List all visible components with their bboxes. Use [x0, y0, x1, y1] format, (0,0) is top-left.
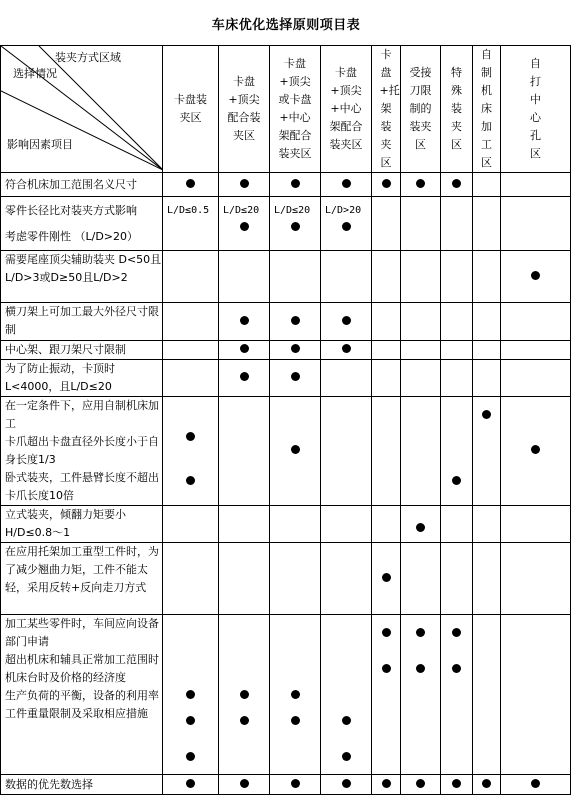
dot-mark: [291, 222, 300, 231]
table-title: 车床优化选择原则项目表: [211, 18, 361, 33]
factor-cell: 在应用托架加工重型工件时，为了减少翘曲力矩，工件不能太轻，采用反转+反向走刀方式: [1, 543, 163, 615]
mark-cell: [501, 197, 571, 251]
mark-cell: [401, 775, 441, 795]
mark-cell: [473, 173, 501, 197]
dot-mark: [291, 716, 300, 725]
dot-mark: [382, 664, 391, 673]
table-row: [1, 303, 571, 341]
mark-cell: [401, 197, 441, 251]
mark-cell: [270, 341, 321, 360]
mark-cell: [401, 360, 441, 397]
header-row: [1, 46, 571, 173]
mark-cell: [321, 506, 372, 543]
col-header-chuck-center: 卡盘+顶尖配合装夹区: [219, 46, 270, 173]
mark-cell: [372, 397, 401, 506]
dot-mark: [291, 690, 300, 699]
dot-mark: [291, 179, 300, 188]
mark-cell: [163, 360, 219, 397]
mark-cell: [473, 360, 501, 397]
dot-mark: [186, 752, 195, 761]
dot-mark: [531, 779, 540, 788]
factor-cell: 在一定条件下，应用自制机床加工 卡爪超出卡盘直径外长度小于自身长度1/3 卧式装夹，工件悬臂长度不超出卡爪长度10倍: [1, 397, 163, 506]
dot-mark: [342, 179, 351, 188]
mark-cell: [270, 251, 321, 303]
mark-cell: [321, 615, 372, 775]
table-row: [1, 173, 571, 197]
mark-cell: [270, 506, 321, 543]
factor-cell: 零件长径比对装夹方式影响 考虑零件刚性 （L/D>20）: [1, 197, 163, 251]
table-row: [1, 251, 571, 303]
mark-cell: [441, 251, 473, 303]
dot-mark: [186, 432, 195, 441]
dot-mark: [416, 628, 425, 637]
corner-label-bottom: 影响因素项目: [7, 138, 73, 151]
mark-cell: [401, 303, 441, 341]
mark-cell: [163, 173, 219, 197]
mark-cell: [321, 775, 372, 795]
ld-cell: L/D>20: [321, 197, 372, 251]
dot-mark: [240, 716, 249, 725]
dot-mark: [382, 779, 391, 788]
mark-cell: [441, 775, 473, 795]
mark-cell: [401, 341, 441, 360]
mark-cell: [321, 397, 372, 506]
mark-cell: [219, 543, 270, 615]
col-header-chuck-bracket: 卡盘+托架装夹区: [372, 46, 401, 173]
dot-mark: [186, 179, 195, 188]
mark-cell: [219, 775, 270, 795]
mark-cell: [441, 397, 473, 506]
mark-cell: [473, 543, 501, 615]
mark-cell: [372, 775, 401, 795]
mark-cell: [270, 397, 321, 506]
dot-mark: [291, 344, 300, 353]
factor-cell: 符合机床加工范围名义尺寸: [1, 173, 163, 197]
mark-cell: [401, 543, 441, 615]
table-row: [1, 360, 571, 397]
dot-mark: [342, 779, 351, 788]
dot-mark: [452, 664, 461, 673]
mark-cell: [401, 173, 441, 197]
dot-mark: [382, 179, 391, 188]
mark-cell: [372, 197, 401, 251]
ld-cell: L/D≤20: [270, 197, 321, 251]
mark-cell: [501, 173, 571, 197]
corner-label-middle: 选择情况: [13, 67, 57, 80]
dot-mark: [291, 316, 300, 325]
mark-cell: [473, 615, 501, 775]
mark-cell: [501, 303, 571, 341]
col-header-center-hole: 自打中心孔区: [501, 46, 571, 173]
dot-mark: [531, 445, 540, 454]
dot-mark: [186, 779, 195, 788]
selection-table: [0, 45, 571, 795]
mark-cell: [441, 615, 473, 775]
mark-cell: [372, 173, 401, 197]
mark-cell: [163, 775, 219, 795]
mark-cell: [501, 341, 571, 360]
dot-mark: [240, 344, 249, 353]
dot-mark: [452, 476, 461, 485]
table-row: [1, 615, 571, 775]
col-header-self-made: 自制机床加工区: [473, 46, 501, 173]
mark-cell: [163, 397, 219, 506]
mark-cell: [401, 615, 441, 775]
dot-mark: [240, 372, 249, 381]
mark-cell: [501, 360, 571, 397]
mark-cell: [473, 303, 501, 341]
mark-cell: [372, 506, 401, 543]
mark-cell: [219, 506, 270, 543]
mark-cell: [473, 506, 501, 543]
diagonal-lines: [1, 46, 163, 170]
dot-mark: [416, 179, 425, 188]
mark-cell: [441, 543, 473, 615]
mark-cell: [501, 397, 571, 506]
dot-mark: [342, 344, 351, 353]
mark-cell: [321, 251, 372, 303]
mark-cell: [270, 543, 321, 615]
mark-cell: [441, 341, 473, 360]
mark-cell: [501, 506, 571, 543]
dot-mark: [186, 716, 195, 725]
dot-mark: [482, 410, 491, 419]
mark-cell: [219, 360, 270, 397]
mark-cell: [501, 251, 571, 303]
mark-cell: [219, 615, 270, 775]
col-header-special: 特殊装夹区: [441, 46, 473, 173]
mark-cell: [501, 543, 571, 615]
corner-label-top: 装夹方式区域: [55, 51, 121, 64]
mark-cell: [372, 251, 401, 303]
dot-mark: [452, 779, 461, 788]
mark-cell: [473, 775, 501, 795]
mark-cell: [473, 251, 501, 303]
table-row: [1, 341, 571, 360]
factor-cell: 数据的优先数选择: [1, 775, 163, 795]
dot-mark: [291, 779, 300, 788]
mark-cell: [372, 543, 401, 615]
dot-mark: [382, 573, 391, 582]
mark-cell: [270, 173, 321, 197]
factor-cell: 中心架、跟刀架尺寸限制: [1, 341, 163, 360]
dot-mark: [240, 316, 249, 325]
mark-cell: [372, 360, 401, 397]
dot-mark: [240, 690, 249, 699]
dot-mark: [240, 779, 249, 788]
mark-cell: [321, 341, 372, 360]
mark-cell: [372, 303, 401, 341]
ld-cell: L/D≤20: [219, 197, 270, 251]
mark-cell: [321, 173, 372, 197]
col-header-chuck-center-or-steady: 卡盘+顶尖或卡盘+中心架配合装夹区: [270, 46, 321, 173]
mark-cell: [219, 251, 270, 303]
mark-cell: [163, 303, 219, 341]
table-row: [1, 775, 571, 795]
mark-cell: [270, 360, 321, 397]
mark-cell: [401, 506, 441, 543]
mark-cell: [501, 775, 571, 795]
dot-mark: [416, 779, 425, 788]
mark-cell: [219, 397, 270, 506]
mark-cell: [441, 360, 473, 397]
factor-cell: 立式装夹，倾翻力矩要小H/D≤0.8～1: [1, 506, 163, 543]
mark-cell: [441, 197, 473, 251]
mark-cell: [473, 397, 501, 506]
mark-cell: [219, 341, 270, 360]
mark-cell: [163, 506, 219, 543]
ld-cell: L/D≤0.5: [163, 197, 219, 251]
mark-cell: [501, 615, 571, 775]
col-header-chuck-center-steady: 卡盘+顶尖+中心架配合装夹区: [321, 46, 372, 173]
mark-cell: [441, 506, 473, 543]
dot-mark: [531, 271, 540, 280]
mark-cell: [163, 543, 219, 615]
mark-cell: [270, 303, 321, 341]
corner-header: [1, 46, 163, 173]
dot-mark: [342, 222, 351, 231]
dot-mark: [342, 752, 351, 761]
dot-mark: [291, 445, 300, 454]
table-row: [1, 506, 571, 543]
table-row: [1, 197, 571, 251]
mark-cell: [473, 341, 501, 360]
mark-cell: [441, 173, 473, 197]
mark-cell: [372, 341, 401, 360]
mark-cell: [372, 615, 401, 775]
table-row: [1, 397, 571, 506]
factor-cell: 需要尾座顶尖辅助装夹 D<50且L/D>3或D≥50且L/D>2: [1, 251, 163, 303]
dot-mark: [452, 628, 461, 637]
dot-mark: [240, 179, 249, 188]
col-header-chuck: 卡盘装夹区: [163, 46, 219, 173]
dot-mark: [342, 316, 351, 325]
dot-mark: [452, 179, 461, 188]
mark-cell: [401, 251, 441, 303]
mark-cell: [473, 197, 501, 251]
mark-cell: [321, 303, 372, 341]
dot-mark: [291, 372, 300, 381]
factor-cell: 加工某些零件时，车间应向设备部门申请 超出机床和辅具正常加工范围时 机床台时及价格的经济度 生产负荷的平衡，设备的利用率 工件重量限制及采取相应措施: [1, 615, 163, 775]
mark-cell: [270, 775, 321, 795]
dot-mark: [482, 779, 491, 788]
dot-mark: [416, 664, 425, 673]
dot-mark: [186, 476, 195, 485]
dot-mark: [240, 222, 249, 231]
mark-cell: [163, 615, 219, 775]
mark-cell: [163, 341, 219, 360]
dot-mark: [342, 716, 351, 725]
factor-cell: 为了防止振动，卡顶时L<4000，且L/D≤20: [1, 360, 163, 397]
dot-mark: [186, 690, 195, 699]
mark-cell: [321, 543, 372, 615]
col-header-tool-limit: 受接刀限制的装夹区: [401, 46, 441, 173]
table-row: [1, 543, 571, 615]
factor-cell: 横刀架上可加工最大外径尺寸限制: [1, 303, 163, 341]
mark-cell: [219, 173, 270, 197]
mark-cell: [401, 397, 441, 506]
mark-cell: [163, 251, 219, 303]
dot-mark: [416, 523, 425, 532]
dot-mark: [382, 628, 391, 637]
mark-cell: [219, 303, 270, 341]
mark-cell: [270, 615, 321, 775]
mark-cell: [321, 360, 372, 397]
mark-cell: [441, 303, 473, 341]
